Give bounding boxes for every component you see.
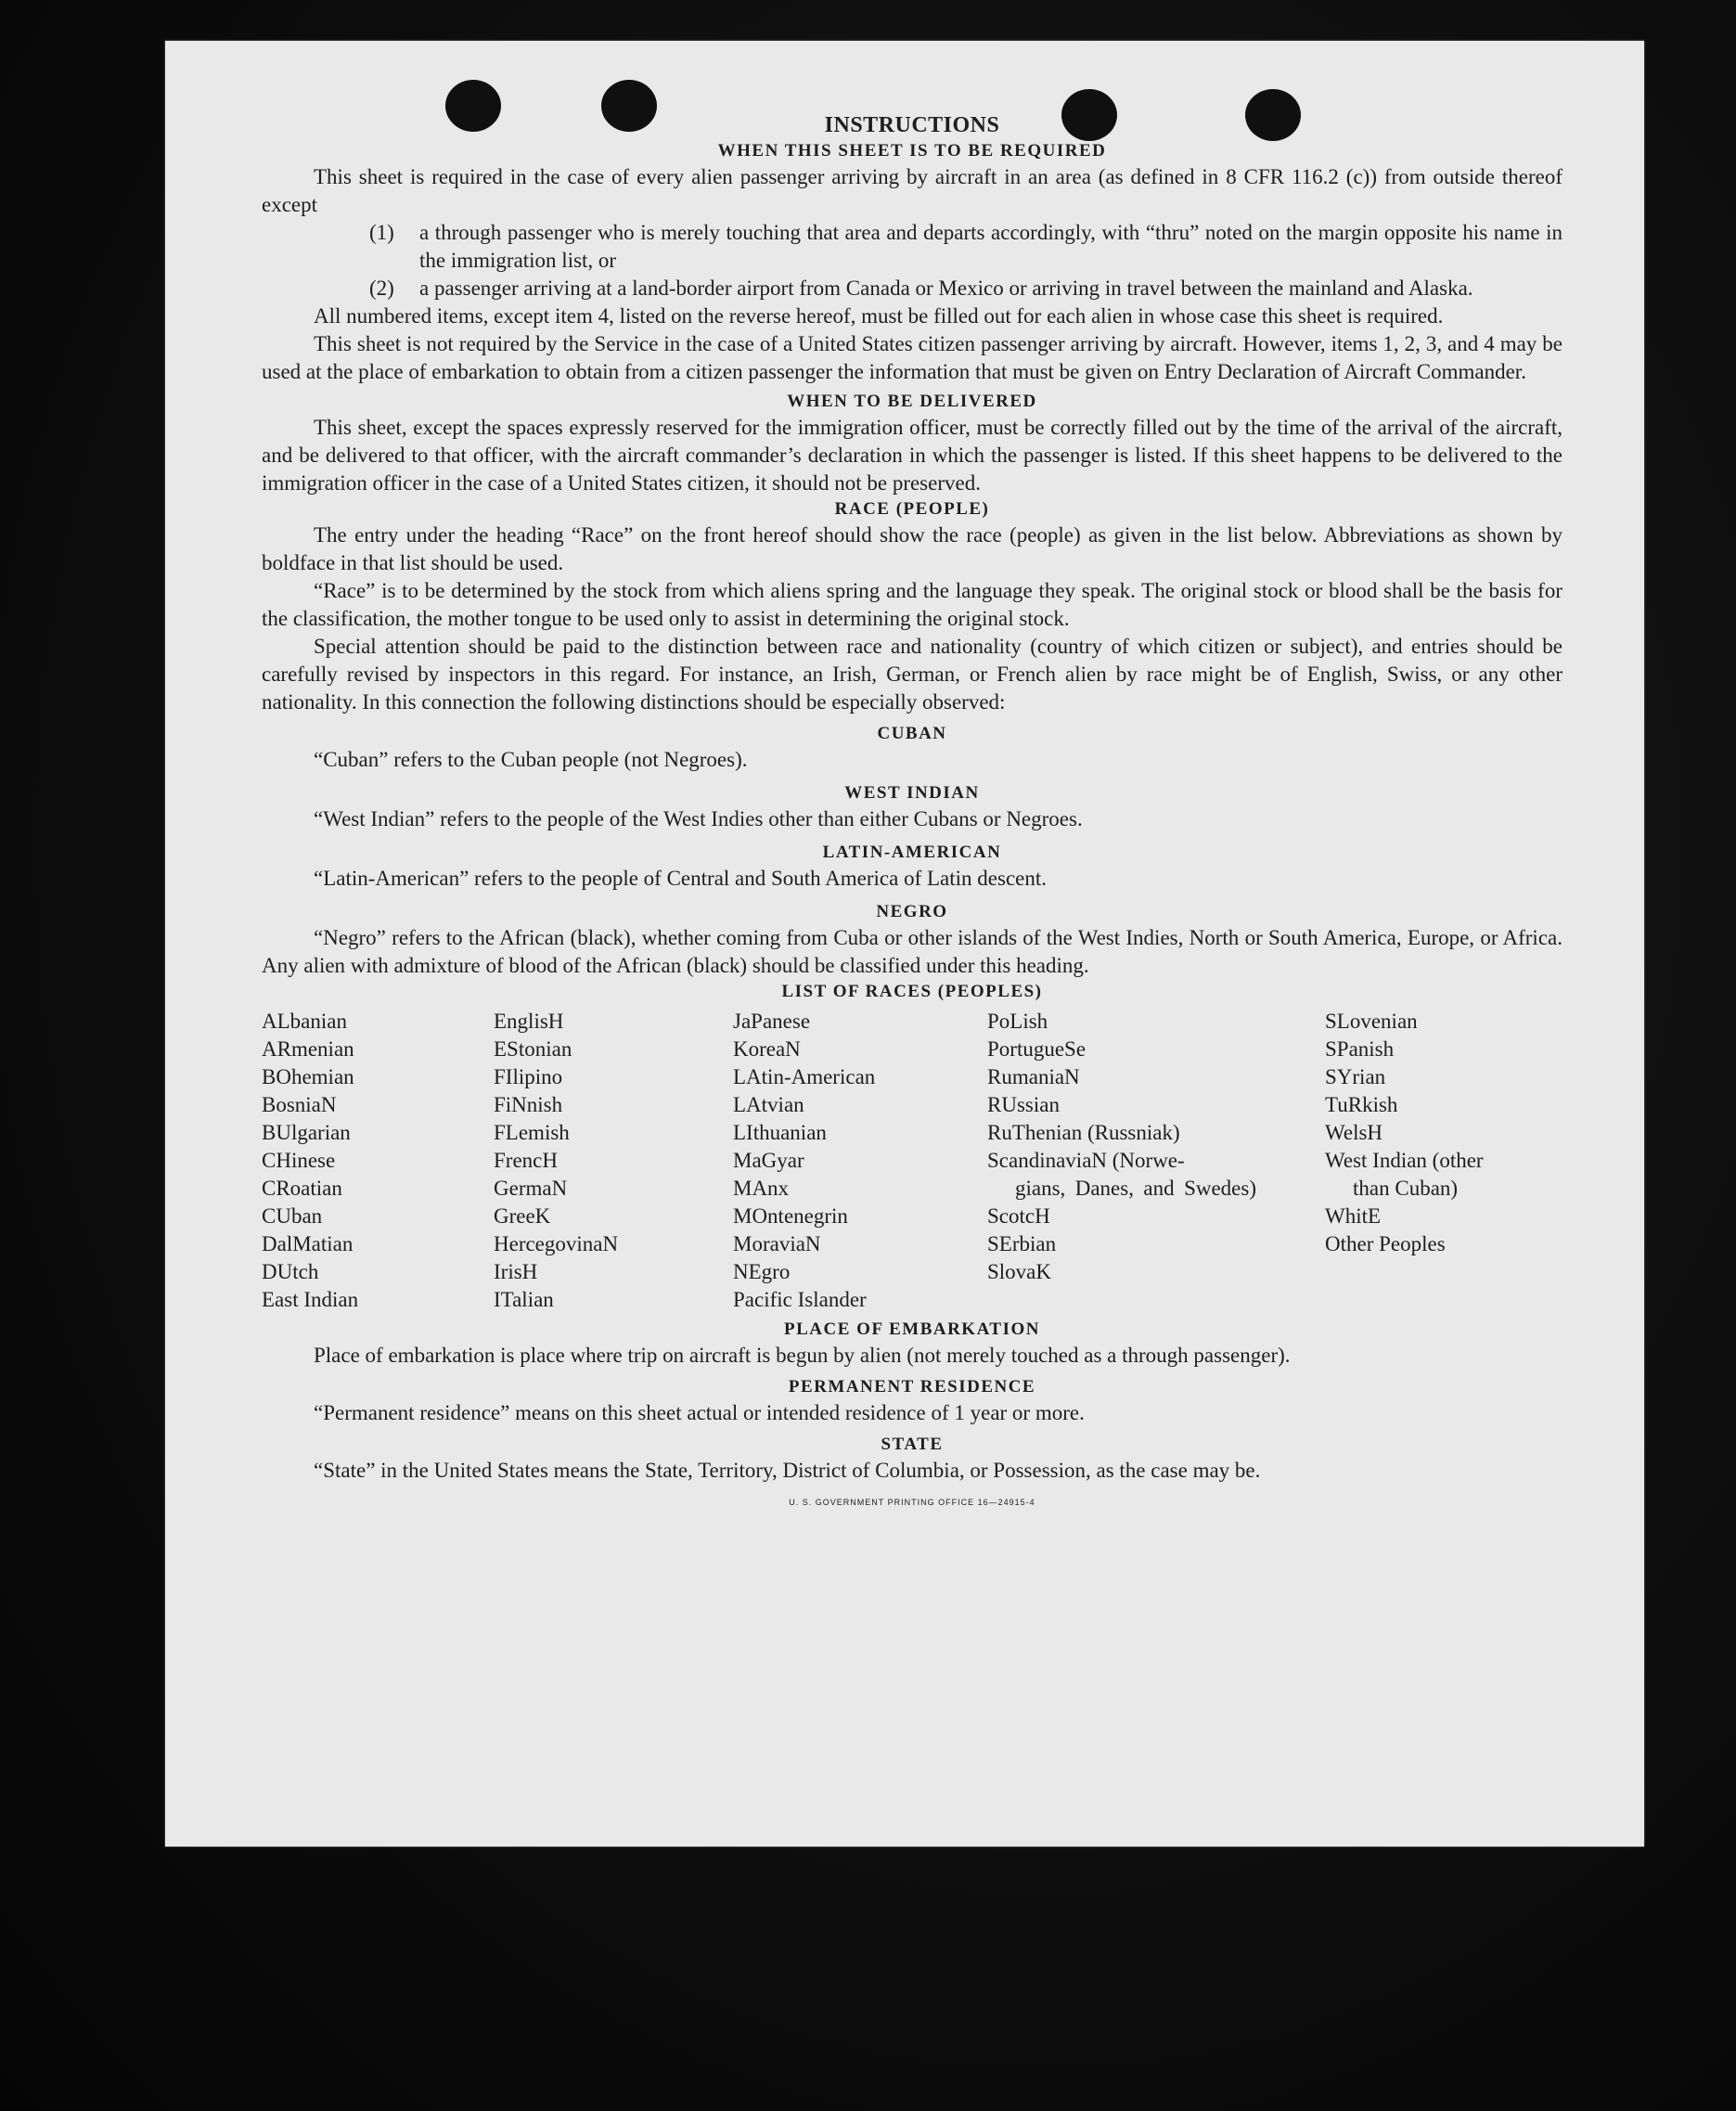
paragraph: Place of embarkation is place where trip on aircraft is begun by alien (not merely touched as a through passenger). (314, 1344, 1291, 1367)
race-entry: BUlgarian (262, 1121, 351, 1144)
race-entry: WhitE (1325, 1204, 1382, 1228)
exception-list (262, 219, 1562, 302)
race-entry: RUssian (987, 1093, 1060, 1116)
paragraph: Special attention should be paid to the distinction between race and nationality (country of which citizen or subject), and entries should be carefully revised by inspectors in this regard. For instance, an Irish, German, or French alien by race might be of English, Swiss, or any other nationality. In this connection the following distinctions should be especially observed: (262, 635, 1562, 714)
race-entry: JaPanese (733, 1010, 811, 1033)
race-entry: SlovaK (987, 1260, 1051, 1283)
race-entry-continued: than Cuban) (1353, 1177, 1459, 1200)
list-item (262, 275, 1562, 302)
race-entry: LIthuanian (733, 1121, 827, 1144)
race-entry: Other Peoples (1325, 1232, 1446, 1255)
paragraph: The entry under the heading “Race” on the front hereof should show the race (people) as given in the list below. Abbreviations as shown by boldface in that list should be used. (262, 523, 1562, 574)
race-entry: PoLish (987, 1010, 1048, 1033)
heading-permanent-residence: PERMANENT RESIDENCE (788, 1377, 1036, 1397)
race-entry: ScotcH (987, 1204, 1050, 1228)
paragraph: “Permanent residence” means on this sheet actual or intended residence of 1 year or more. (314, 1401, 1085, 1424)
item-text: a passenger arriving at a land-border airport from Canada or Mexico or arriving in travel between the mainland and Alaska. (419, 277, 1473, 300)
race-entry: BOhemian (262, 1065, 354, 1088)
races-column-2 (494, 1008, 733, 1314)
races-column-1 (262, 1008, 494, 1314)
race-entry: MaGyar (733, 1149, 804, 1172)
race-entry: SErbian (987, 1232, 1057, 1255)
races-column-5 (1325, 1008, 1561, 1314)
race-entry-continued: gians, Danes, and Swedes) (1015, 1177, 1256, 1200)
paragraph: This sheet is not required by the Service in the case of a United States citizen passenger arriving by aircraft. However, items 1, 2, 3, and 4 may be used at the place of embarkation to obtain from a citizen passenger the information that must be given on Entry Declaration of Aircraft Commander. (262, 332, 1562, 383)
race-entry: MoraviaN (733, 1232, 821, 1255)
heading-cuban: CUBAN (877, 724, 947, 743)
list-item (262, 219, 1562, 275)
instructions-content (262, 111, 1562, 1507)
race-entry: CHinese (262, 1149, 336, 1172)
printing-office-footer: U. S. GOVERNMENT PRINTING OFFICE 16—24915-4 (789, 1498, 1035, 1507)
race-entry: SYrian (1325, 1065, 1386, 1088)
races-column-4 (987, 1008, 1256, 1314)
race-entry: GermaN (494, 1177, 568, 1200)
race-entry: KoreaN (733, 1037, 801, 1061)
race-entry: EnglisH (494, 1010, 564, 1033)
document-sheet (165, 41, 1644, 1847)
race-entry: CUban (262, 1204, 323, 1228)
race-entry: DalMatian (262, 1232, 354, 1255)
race-entry: FrencH (494, 1149, 558, 1172)
heading-race: RACE (PEOPLE) (834, 499, 990, 519)
paragraph: “Latin-American” refers to the people of Central and South America of Latin descent. (314, 867, 1047, 890)
race-entry: MAnx (733, 1177, 790, 1200)
race-entry: FIlipino (494, 1065, 563, 1088)
race-entry: FLemish (494, 1121, 570, 1144)
race-entry: RumaniaN (987, 1065, 1080, 1088)
paragraph: “Negro” refers to the African (black), whether coming from Cuba or other islands of the West Indies, North or South America, Europe, or Africa. Any alien with admixture of blood of the African (black) should be classified under this heading. (262, 926, 1562, 977)
paragraph: “Cuban” refers to the Cuban people (not Negroes). (314, 748, 748, 771)
heading-when-delivered: WHEN TO BE DELIVERED (787, 392, 1037, 411)
race-entry: LAtvian (733, 1093, 804, 1116)
race-entry: GreeK (494, 1204, 551, 1228)
race-entry: TuRkish (1325, 1093, 1398, 1116)
paragraph: “West Indian” refers to the people of the West Indies other than either Cubans or Negroes. (314, 807, 1083, 830)
race-entry: ARmenian (262, 1037, 354, 1061)
race-entry: East Indian (262, 1288, 359, 1311)
item-number: (1) (369, 221, 394, 244)
heading-latin-american: LATIN-AMERICAN (822, 843, 1002, 862)
race-entry: DUtch (262, 1260, 319, 1283)
race-entry: West Indian (other (1325, 1149, 1484, 1172)
heading-list-of-races: LIST OF RACES (PEOPLES) (781, 982, 1043, 1001)
paragraph: “State” in the United States means the State, Territory, District of Columbia, or Possession, as the case may be. (314, 1459, 1261, 1482)
race-entry: NEgro (733, 1260, 791, 1283)
item-number: (2) (369, 277, 394, 300)
race-entry: EStonian (494, 1037, 572, 1061)
race-entry: LAtin-American (733, 1065, 876, 1088)
paragraph: This sheet, except the spaces expressly reserved for the immigration officer, must be correctly filled out by the time of the arrival of the aircraft, and be delivered to that officer, with the aircraft commander’s declaration in which the passenger is listed. If this sheet happens to be delivered to the immigration officer in the case of a United States citizen, it should not be preserved. (262, 416, 1562, 495)
race-entry: CRoatian (262, 1177, 342, 1200)
paragraph: All numbered items, except item 4, listed on the reverse hereof, must be filled out for each alien in whose case this sheet is required. (314, 304, 1444, 328)
races-column-3 (733, 1008, 987, 1314)
race-entry: BosniaN (262, 1093, 337, 1116)
race-entry: SPanish (1325, 1037, 1395, 1061)
heading-when-required: WHEN THIS SHEET IS TO BE REQUIRED (717, 141, 1107, 161)
heading-west-indian: WEST INDIAN (844, 783, 980, 803)
race-entry: ALbanian (262, 1010, 347, 1033)
races-table (262, 1008, 1562, 1314)
race-entry: FiNnish (494, 1093, 563, 1116)
race-entry: RuThenian (Russniak) (987, 1121, 1180, 1144)
race-entry: MOntenegrin (733, 1204, 848, 1228)
race-entry: IrisH (494, 1260, 538, 1283)
paragraph: “Race” is to be determined by the stock from which aliens spring and the language they speak. The original stock or blood shall be the basis for the classification, the mother tongue to be used only to assist in determining the original stock. (262, 579, 1562, 630)
race-entry: ScandinaviaN (Norwe- (987, 1149, 1185, 1172)
race-entry: Pacific Islander (733, 1288, 867, 1311)
heading-negro: NEGRO (876, 902, 948, 921)
race-entry: HercegovinaN (494, 1232, 619, 1255)
race-entry: ITalian (494, 1288, 554, 1311)
item-text: a through passenger who is merely touching that area and departs accordingly, with “thru” noted on the margin opposite his name in the immigration list, or (419, 221, 1562, 272)
page-title: INSTRUCTIONS (824, 113, 1000, 137)
heading-state: STATE (881, 1435, 944, 1454)
race-entry: PortugueSe (987, 1037, 1087, 1061)
race-entry: WelsH (1325, 1121, 1383, 1144)
race-entry: SLovenian (1325, 1010, 1418, 1033)
paragraph: This sheet is required in the case of every alien passenger arriving by aircraft in an area (as defined in 8 CFR 116.2 (c)) from outside thereof except (262, 165, 1562, 216)
heading-embarkation: PLACE OF EMBARKATION (784, 1319, 1040, 1339)
